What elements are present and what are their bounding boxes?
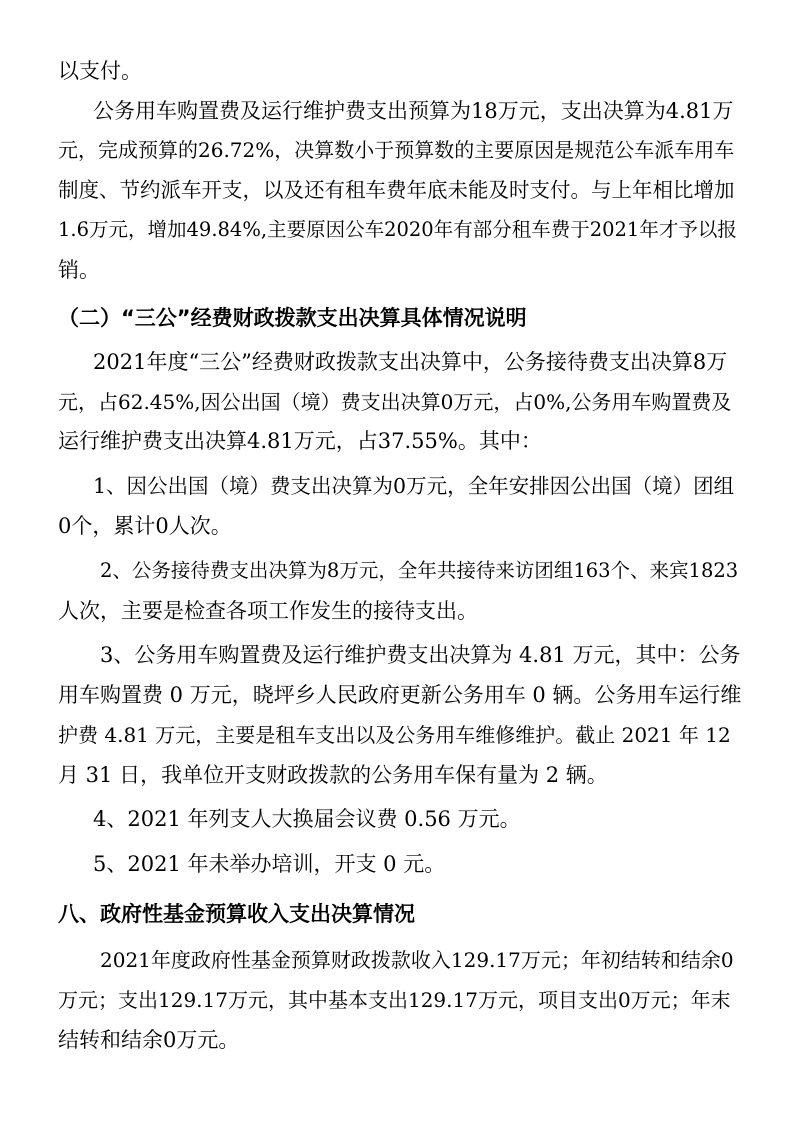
paragraph-line: 护费 4.81 万元，主要是租车支出以及公务用车维修维护。截止 2021 年 12 — [58, 723, 731, 747]
paragraph-line: 2、公务接待费支出决算为8万元，全年共接待来访团组163个、来宾1823 — [100, 559, 739, 582]
paragraph-line: 月 31 日，我单位开支财政拨款的公务用车保有量为 2 辆。 — [58, 763, 608, 787]
paragraph-line: 元，占62.45%,因公出国（境）费支出决算0万元，占0%,公务用车购置费及 — [58, 390, 732, 414]
paragraph-line: 公务用车购置费及运行维护费支出预算为18万元，支出决算为4.81万 — [93, 99, 734, 123]
paragraph-line: 0个，累计0人次。 — [58, 514, 232, 538]
paragraph-line: 1、因公出国（境）费支出决算为0万元，全年安排因公出国（境）团组 — [93, 474, 735, 498]
section-heading: 八、政府性基金预算收入支出决算情况 — [58, 902, 415, 926]
paragraph-line: 制度、节约派车开支，以及还有租车费年底未能及时支付。与上年相比增加 — [58, 178, 735, 202]
paragraph-line: 万元；支出129.17万元，其中基本支出129.17万元，项目支出0万元；年末 — [58, 988, 731, 1012]
paragraph-line: 5、2021 年未举办培训，开支 0 元。 — [93, 852, 446, 876]
paragraph-line: 1.6万元，增加49.84%,主要原因公车2020年有部分租车费于2021年才予以报 — [58, 218, 737, 241]
paragraph-line: 2021年度政府性基金预算财政拨款收入129.17万元；年初结转和结余0 — [100, 948, 734, 972]
paragraph-line: 4、2021 年列支人大换届会议费 0.56 万元。 — [93, 807, 521, 831]
paragraph-line: 人次，主要是检查各项工作发生的接待支出。 — [58, 599, 478, 623]
paragraph-line: 用车购置费 0 万元，晓坪乡人民政府更新公务用车 0 辆。公务用车运行维 — [58, 683, 742, 707]
paragraph-line: 3、公务用车购置费及运行维护费支出决算为 4.81 万元，其中：公务 — [100, 643, 741, 667]
paragraph-line: 元，完成预算的26.72%，决算数小于预算数的主要原因是规范公车派车用车 — [58, 138, 735, 162]
paragraph-line: 以支付。 — [58, 59, 142, 83]
paragraph-line: 销。 — [58, 258, 100, 282]
paragraph-line: 2021年度“三公”经费财政拨款支出决算中，公务接待费支出决算8万 — [93, 350, 728, 374]
section-heading: （二）“三公”经费财政拨款支出决算具体情况说明 — [58, 306, 527, 330]
paragraph-line: 运行维护费支出决算4.81万元，占37.55%。其中： — [58, 429, 542, 453]
paragraph-line: 结转和结余0万元。 — [58, 1028, 240, 1052]
